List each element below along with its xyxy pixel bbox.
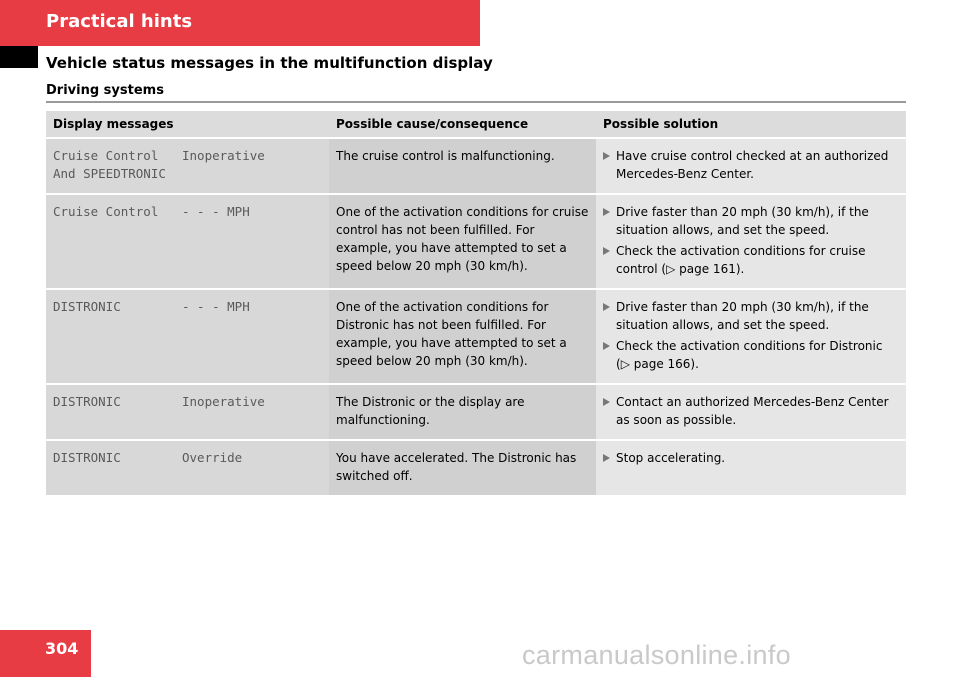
triangle-right-icon — [603, 342, 610, 350]
solution-text: Contact an authorized Mercedes-Benz Center as soon as possible. — [616, 395, 889, 427]
triangle-right-icon — [603, 303, 610, 311]
triangle-right-icon — [603, 152, 610, 160]
header-possible-solution: Possible solution — [596, 111, 906, 138]
possible-solution — [596, 289, 906, 384]
possible-solution — [596, 440, 906, 496]
section-title: Driving systems — [46, 83, 164, 98]
solution-text: Drive faster than 20 mph (30 km/h), if the situation allows, and set the speed. — [616, 300, 869, 332]
possible-cause: One of the activation conditions for cruise control has not been fulfilled. For example, you have attempted to set a speed below 20 mph (30 km/h). — [329, 194, 596, 289]
display-message: DISTRONIC — [46, 289, 175, 384]
status-messages-table — [46, 111, 906, 497]
table-row — [46, 194, 906, 289]
table-row — [46, 289, 906, 384]
chapter-title: Practical hints — [46, 11, 193, 32]
display-message: Cruise Control — [46, 194, 175, 289]
solution-text: Check the activation conditions for cruise control (▷ page 161). — [616, 244, 866, 276]
header-marker — [0, 46, 38, 68]
solution-step — [603, 449, 899, 467]
solution-step — [603, 203, 899, 239]
possible-solution — [596, 194, 906, 289]
solution-step — [603, 298, 899, 334]
header-possible-cause: Possible cause/consequence — [329, 111, 596, 138]
display-value: - - - MPH — [175, 194, 329, 289]
solution-text: Stop accelerating. — [616, 451, 726, 465]
possible-cause: The Distronic or the display are malfunctioning. — [329, 384, 596, 440]
table-row — [46, 138, 906, 194]
chapter-tab — [0, 0, 480, 46]
display-value: Inoperative — [175, 384, 329, 440]
section-divider — [46, 101, 906, 103]
display-value: Override — [175, 440, 329, 496]
triangle-right-icon — [603, 247, 610, 255]
solution-step — [603, 147, 899, 183]
triangle-right-icon — [603, 208, 610, 216]
solution-step — [603, 337, 899, 373]
display-message: DISTRONIC — [46, 384, 175, 440]
possible-cause: The cruise control is malfunctioning. — [329, 138, 596, 194]
possible-solution — [596, 384, 906, 440]
solution-text: Have cruise control checked at an authorized Mercedes-Benz Center. — [616, 149, 889, 181]
possible-cause: One of the activation conditions for Distronic has not been fulfilled. For example, you have attempted to set a speed below 20 mph (30 km/h). — [329, 289, 596, 384]
solution-text: Check the activation conditions for Distronic (▷ page 166). — [616, 339, 883, 371]
table-header-row — [46, 111, 906, 138]
page-number: 304 — [0, 630, 91, 677]
possible-solution — [596, 138, 906, 194]
page-title: Vehicle status messages in the multifunction display — [46, 54, 493, 72]
possible-cause: You have accelerated. The Distronic has switched off. — [329, 440, 596, 496]
triangle-right-icon — [603, 454, 610, 462]
display-value: Inoperative — [175, 138, 329, 194]
solution-step — [603, 242, 899, 278]
solution-text: Drive faster than 20 mph (30 km/h), if the situation allows, and set the speed. — [616, 205, 869, 237]
display-message: Cruise Control And SPEEDTRONIC — [46, 138, 175, 194]
table-row — [46, 384, 906, 440]
solution-step — [603, 393, 899, 429]
display-value: - - - MPH — [175, 289, 329, 384]
watermark: carmanualsonline.info — [522, 640, 791, 670]
triangle-right-icon — [603, 398, 610, 406]
table-row — [46, 440, 906, 496]
display-message: DISTRONIC — [46, 440, 175, 496]
header-display-messages: Display messages — [46, 111, 329, 138]
